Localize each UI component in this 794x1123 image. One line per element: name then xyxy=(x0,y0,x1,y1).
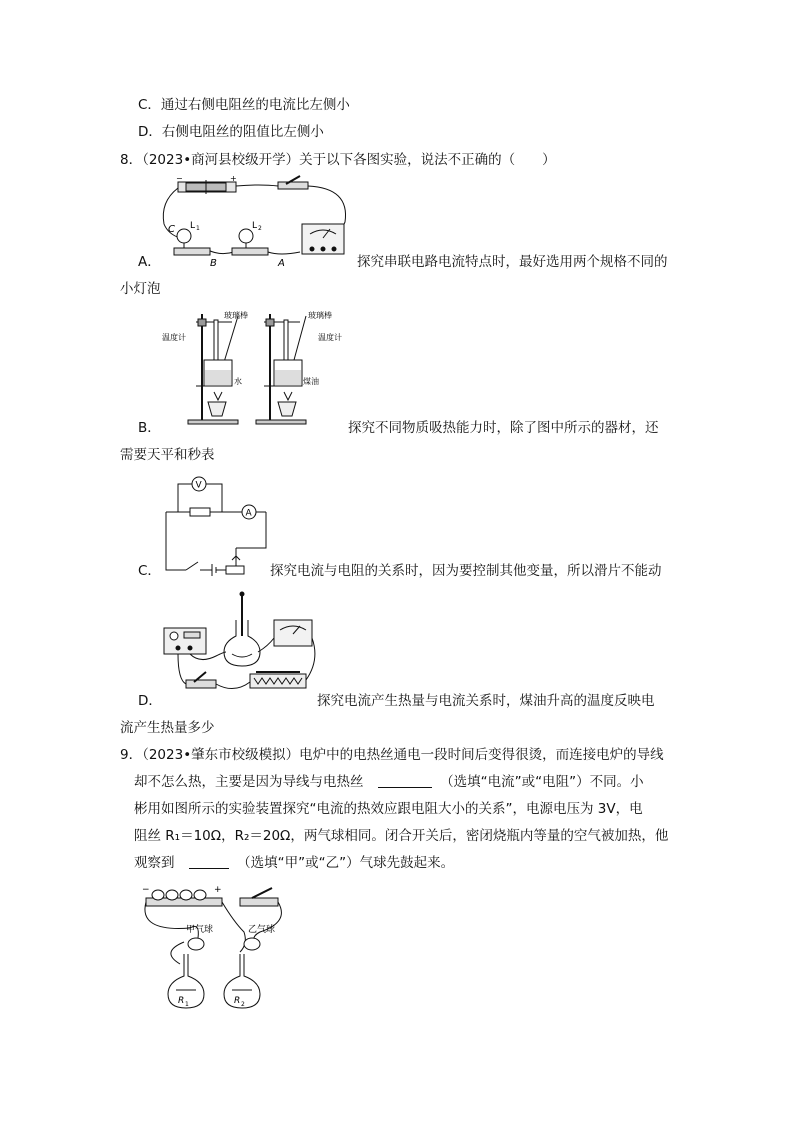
q9-line-1: 9．（2023•肇东市校级模拟）电炉中的电热丝通电一段时间后变得很烫，而连接电炉的导线 xyxy=(120,747,664,763)
q8-a-cont: 小灯泡 xyxy=(120,281,161,297)
label-l2-sub: 2 xyxy=(258,225,262,232)
q9-line-2-b: （选填“电流”或“电阻”）不同。小 xyxy=(440,774,644,790)
label-balloon-jia: 甲气球 xyxy=(186,925,214,935)
label-rod-2: 玻璃棒 xyxy=(308,311,332,320)
q7-option-d: D．右侧电阻丝的阻值比左侧小 xyxy=(138,124,324,140)
q9-line-5-b: （选填“甲”或“乙”）气球先鼓起来。 xyxy=(237,855,455,871)
q9-line-2 xyxy=(134,772,644,792)
label-l1: L xyxy=(190,221,196,231)
label-l1-sub: 1 xyxy=(196,225,200,232)
label-v: V xyxy=(195,480,202,491)
label-a-meter: A xyxy=(245,508,252,519)
q9-line-4: 阻丝 R₁＝10Ω，R₂＝20Ω，两气球相同。闭合开关后，密闭烧瓶内等量的空气被加热，他 xyxy=(134,828,669,844)
q9-figure xyxy=(140,882,300,1012)
q8-figure-c xyxy=(160,476,272,582)
label-minus-q9: − xyxy=(142,885,150,895)
label-thermometer-2: 温度计 xyxy=(318,333,342,342)
q8-figure-b xyxy=(160,306,360,430)
q8-d-letter: D． xyxy=(138,693,162,709)
q9-line-5-a: 观察到 xyxy=(134,855,175,871)
label-r2-sub: 2 xyxy=(241,1001,245,1008)
q7-option-c: C．通过右侧电阻丝的电流比左侧小 xyxy=(138,97,350,113)
q8-b-letter: B． xyxy=(138,420,161,436)
label-c: C xyxy=(168,224,175,235)
label-balloon-yi: 乙气球 xyxy=(248,925,276,935)
label-rod-1: 玻璃棒 xyxy=(224,311,248,320)
label-plus: + xyxy=(230,174,237,183)
label-a: A xyxy=(278,258,285,269)
label-b: B xyxy=(210,258,217,269)
q8-a-letter: A． xyxy=(138,254,161,270)
q8-b-text: 探究不同物质吸热能力时，除了图中所示的器材，还 xyxy=(348,420,659,436)
q8-c-letter: C． xyxy=(138,563,161,579)
label-water: 水 xyxy=(234,377,242,386)
label-oil: 煤油 xyxy=(303,377,319,386)
q8-c-text: 探究电流与电阻的关系时，因为要控制其他变量，所以滑片不能动 xyxy=(270,563,662,579)
q9-line-2-a: 却不怎么热，主要是因为导线与电热丝 xyxy=(134,774,364,790)
q9-line-5 xyxy=(134,853,454,873)
label-r1: R xyxy=(178,996,185,1006)
label-minus: − xyxy=(176,174,183,183)
q9-blank-1[interactable] xyxy=(378,773,432,788)
label-r2: R xyxy=(234,996,241,1006)
q8-d-cont: 流产生热量多少 xyxy=(120,720,215,736)
q8-figure-a xyxy=(150,172,360,272)
label-r1-sub: 1 xyxy=(185,1001,189,1008)
q9-blank-2[interactable] xyxy=(189,854,229,869)
label-plus-q9: + xyxy=(214,885,222,895)
q8-a-text: 探究串联电路电流特点时，最好选用两个规格不同的 xyxy=(357,254,668,270)
q8-stem: 8．（2023•商河县校级开学）关于以下各图实验，说法不正确的（ ） xyxy=(120,152,556,168)
label-l2: L xyxy=(252,221,258,231)
q8-d-text: 探究电流产生热量与电流关系时，煤油升高的温度反映电 xyxy=(317,693,655,709)
q9-line-3: 彬用如图所示的实验装置探究“电流的热效应跟电阻大小的关系”，电源电压为 3V，电 xyxy=(134,801,643,817)
q8-b-cont: 需要天平和秒表 xyxy=(120,447,215,463)
q8-figure-d xyxy=(160,590,320,704)
label-thermometer-1: 温度计 xyxy=(162,333,186,342)
